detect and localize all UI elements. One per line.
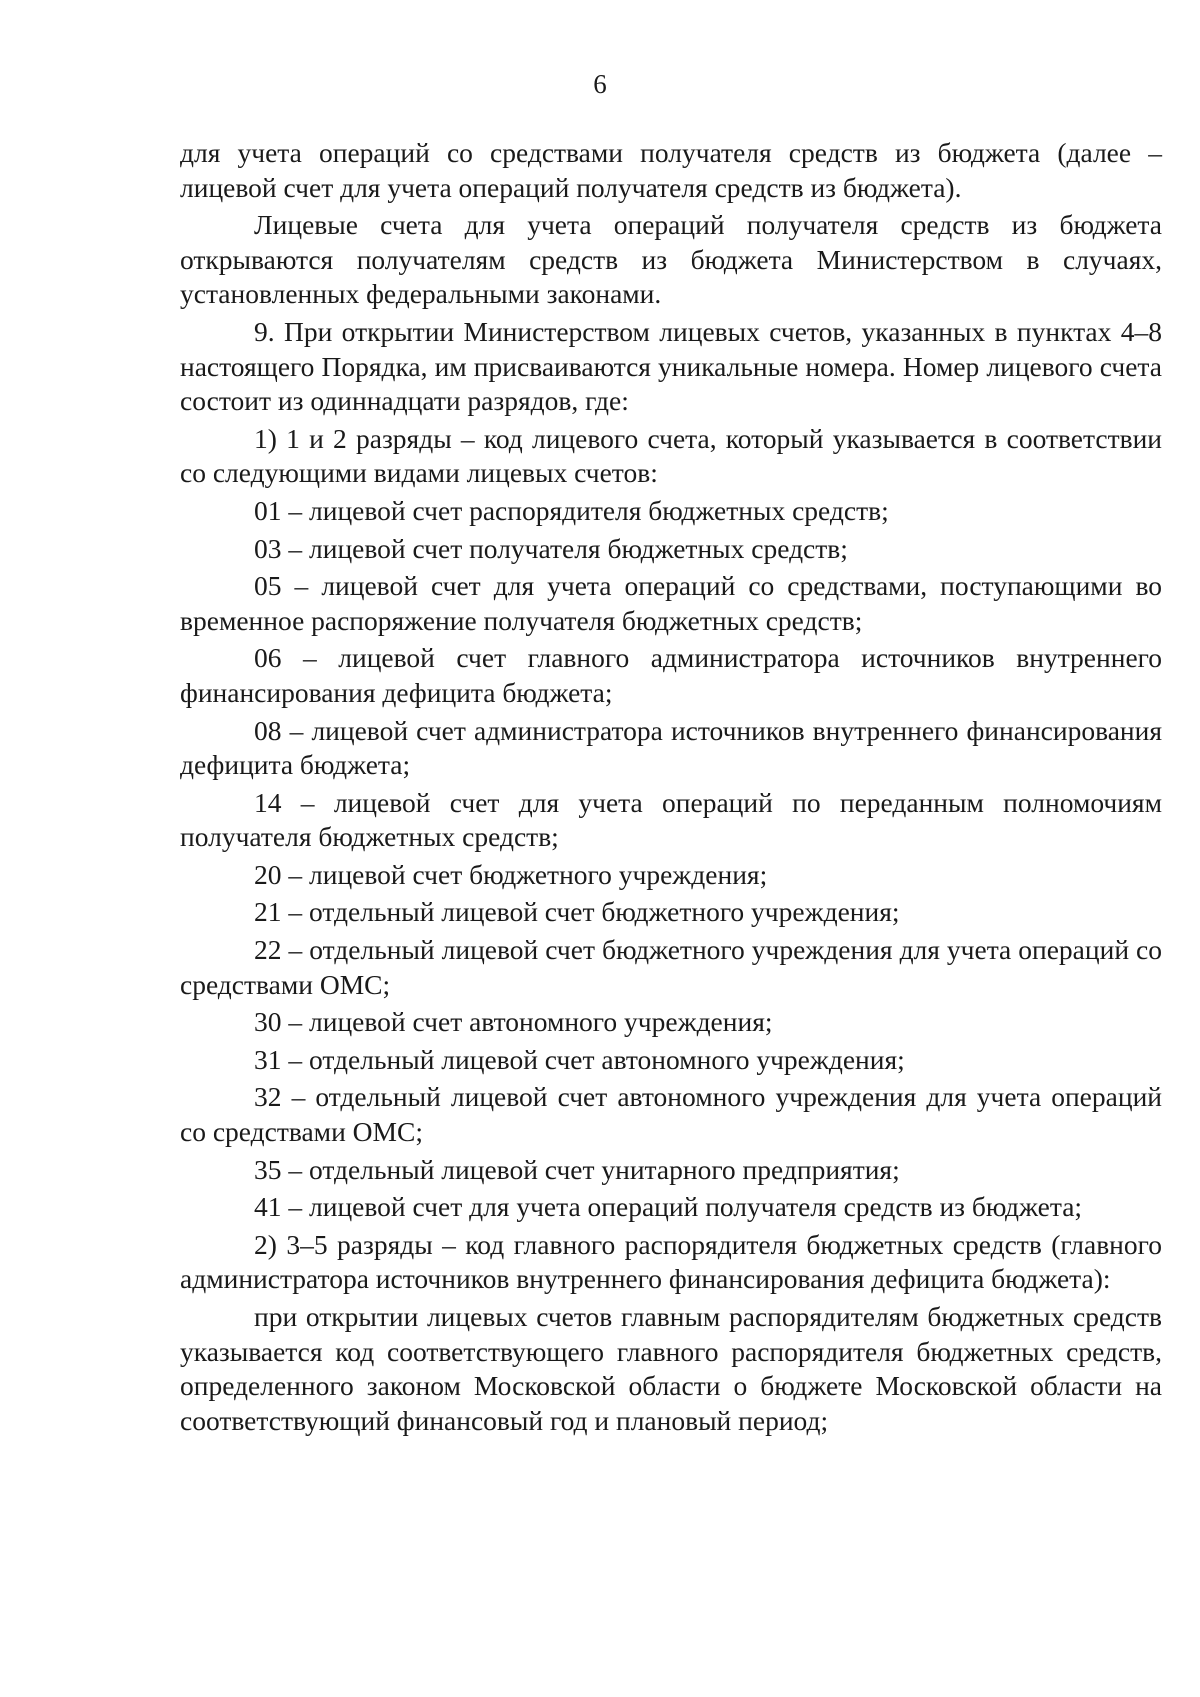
list-item-code-05: 05 – лицевой счет для учета операций со средствами, поступающими во временное распоряжение получателя бюджетных средств; [180, 570, 1162, 636]
paragraph-subitem-1: 1) 1 и 2 разряды – код лицевого счета, который указывается в соответствии со следующими видами лицевых счетов: [180, 422, 1162, 489]
list-item-code-41: 41 – лицевой счет для учета операций получателя средств из бюджета; [254, 1191, 1083, 1223]
page-number: 6 [593, 69, 607, 99]
list-item-code-20: 20 – лицевой счет бюджетного учреждения; [254, 858, 768, 890]
document-body [180, 136, 1162, 1441]
list-item-code-21: 21 – отдельный лицевой счет бюджетного учреждения; [254, 896, 900, 928]
paragraph-accounts-opening: Лицевые счета для учета операций получателя средств из бюджета открываются получателям средств из бюджета Министерством в случаях, установленных федеральными законами. [180, 209, 1162, 310]
list-item-code-31: 31 – отдельный лицевой счет автономного учреждения; [254, 1043, 905, 1075]
list-item-code-14: 14 – лицевой счет для учета операций по переданным полномочиям получателя бюджетных средств; [180, 786, 1162, 853]
paragraph-main-distributor-code: при открытии лицевых счетов главным распорядителям бюджетных средств указывается код соответствующего главного распорядителя бюджетных средств, определенного законом Московской области о бюджете Московской области на соответствующий финансовый год и плановый период; [180, 1301, 1162, 1436]
list-item-code-08: 08 – лицевой счет администратора источников внутреннего финансирования дефицита бюджета; [180, 714, 1162, 781]
paragraph-subitem-2: 2) 3–5 разряды – код главного распорядителя бюджетных средств (главного администратора источников внутреннего финансирования дефицита бюджета): [180, 1228, 1162, 1295]
list-item-code-01: 01 – лицевой счет распорядителя бюджетных средств; [254, 494, 889, 526]
paragraph-continuation: для учета операций со средствами получателя средств из бюджета (далее – лицевой счет для учета операций получателя средств из бюджета). [180, 137, 1162, 203]
list-item-code-22: 22 – отдельный лицевой счет бюджетного учреждения для учета операций со средствами ОМС; [180, 934, 1162, 1000]
list-item-code-06: 06 – лицевой счет главного администратора источников внутреннего финансирования дефицита бюджета; [180, 642, 1162, 708]
list-item-code-35: 35 – отдельный лицевой счет унитарного предприятия; [254, 1153, 900, 1185]
paragraph-item-9: 9. При открытии Министерством лицевых счетов, указанных в пунктах 4–8 настоящего Порядка, им присваиваются уникальные номера. Номер лицевого счета состоит из одиннадцати разрядов, где: [180, 315, 1162, 417]
list-item-code-03: 03 – лицевой счет получателя бюджетных средств; [254, 532, 848, 564]
list-item-code-32: 32 – отдельный лицевой счет автономного учреждения для учета операций со средствами ОМС; [180, 1081, 1162, 1148]
list-item-code-30: 30 – лицевой счет автономного учреждения; [254, 1006, 773, 1038]
